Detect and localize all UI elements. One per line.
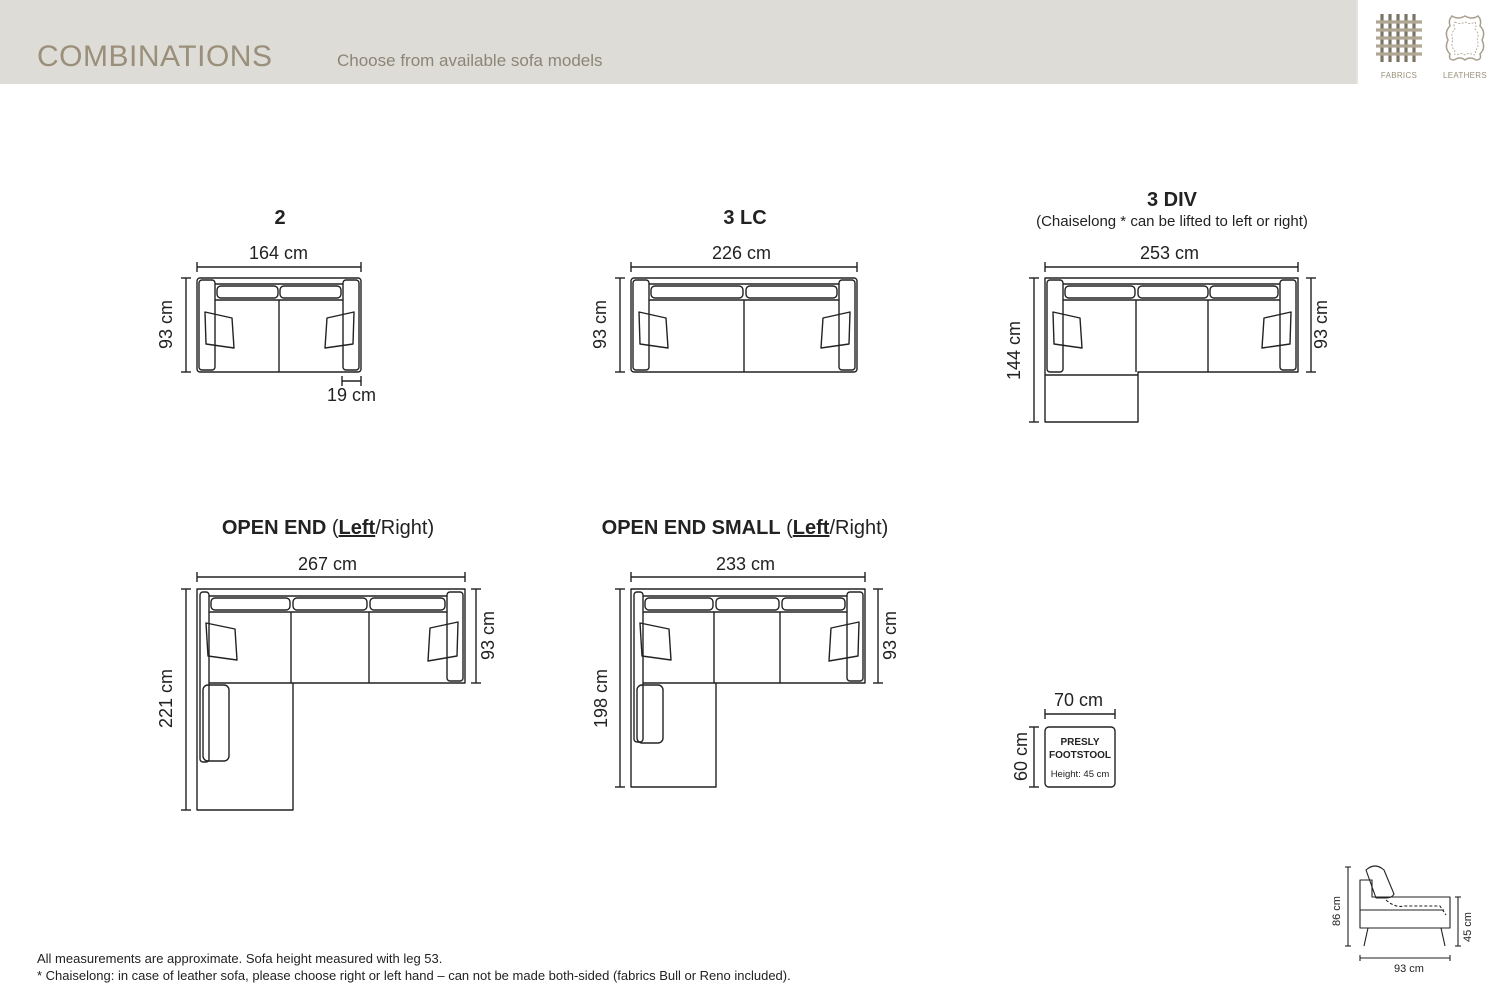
footstool-height: Height: 45 cm xyxy=(1050,769,1110,780)
fabrics-label: FABRICS xyxy=(1380,71,1418,80)
model-2-title: 2 xyxy=(274,207,286,229)
page-title: COMBINATIONS xyxy=(37,40,273,73)
open-end-small-paren: ( xyxy=(780,517,793,539)
open-end-depth: 93 cm xyxy=(478,610,499,661)
open-end-left-option: Left xyxy=(338,517,376,539)
sofa-3div-drawing xyxy=(1029,262,1316,422)
sofa-open-end-drawing xyxy=(181,572,481,810)
side-view-height: 86 cm xyxy=(1330,896,1343,926)
sofa-side-view-drawing xyxy=(1345,866,1461,961)
footstool-width: 70 cm xyxy=(1054,690,1104,710)
model-3div-title: 3 DIV xyxy=(1146,189,1198,211)
model-3div-depth-total: 144 cm xyxy=(1004,320,1025,381)
open-end-name: OPEN END xyxy=(221,517,327,539)
footstool-label-line1: PRESLY xyxy=(1060,737,1100,748)
model-3div-depth: 93 cm xyxy=(1311,299,1332,350)
model-3lc-depth: 93 cm xyxy=(590,299,611,350)
model-3lc-width: 226 cm xyxy=(712,243,772,263)
open-end-paren: ( xyxy=(326,517,339,539)
model-3div-note: (Chaiselong * can be lifted to left or right) xyxy=(1036,213,1308,230)
model-2-arm-width: 19 cm xyxy=(327,385,377,405)
footstool-depth: 60 cm xyxy=(1011,731,1032,782)
sofa-3lc-drawing xyxy=(615,262,857,372)
leathers-label: LEATHERS xyxy=(1442,71,1488,80)
open-end-small-depth: 93 cm xyxy=(880,610,901,661)
model-2-depth: 93 cm xyxy=(156,299,177,350)
open-end-small-name: OPEN END SMALL xyxy=(601,517,781,539)
model-2-width: 164 cm xyxy=(249,243,309,263)
open-end-width: 267 cm xyxy=(298,554,358,574)
footnote-chaiselong: * Chaiselong: in case of leather sofa, please choose right or left hand – can not be made both-sided (fabrics Bull or Reno included). xyxy=(37,968,791,983)
side-view-depth: 93 cm xyxy=(1394,963,1424,975)
footstool-label-line2: FOOTSTOOL xyxy=(1048,750,1112,761)
footnote-measurements: All measurements are approximate. Sofa height measured with leg 53. xyxy=(37,951,443,966)
sofa-open-end-small-drawing xyxy=(615,572,883,787)
open-end-small-width: 233 cm xyxy=(716,554,776,574)
model-3div-width: 253 cm xyxy=(1140,243,1200,263)
footstool-drawing xyxy=(1029,709,1115,787)
open-end-small-depth-total: 198 cm xyxy=(591,668,612,729)
sofa-2-drawing xyxy=(181,262,361,386)
open-end-depth-total: 221 cm xyxy=(156,668,177,729)
open-end-right-option: /Right) xyxy=(375,517,435,539)
side-view-seat-height: 45 cm xyxy=(1461,912,1474,942)
open-end-small-right-option: /Right) xyxy=(829,517,889,539)
page-subtitle: Choose from available sofa models xyxy=(337,51,603,70)
model-3lc-title: 3 LC xyxy=(723,207,767,229)
open-end-small-left-option: Left xyxy=(792,517,830,539)
